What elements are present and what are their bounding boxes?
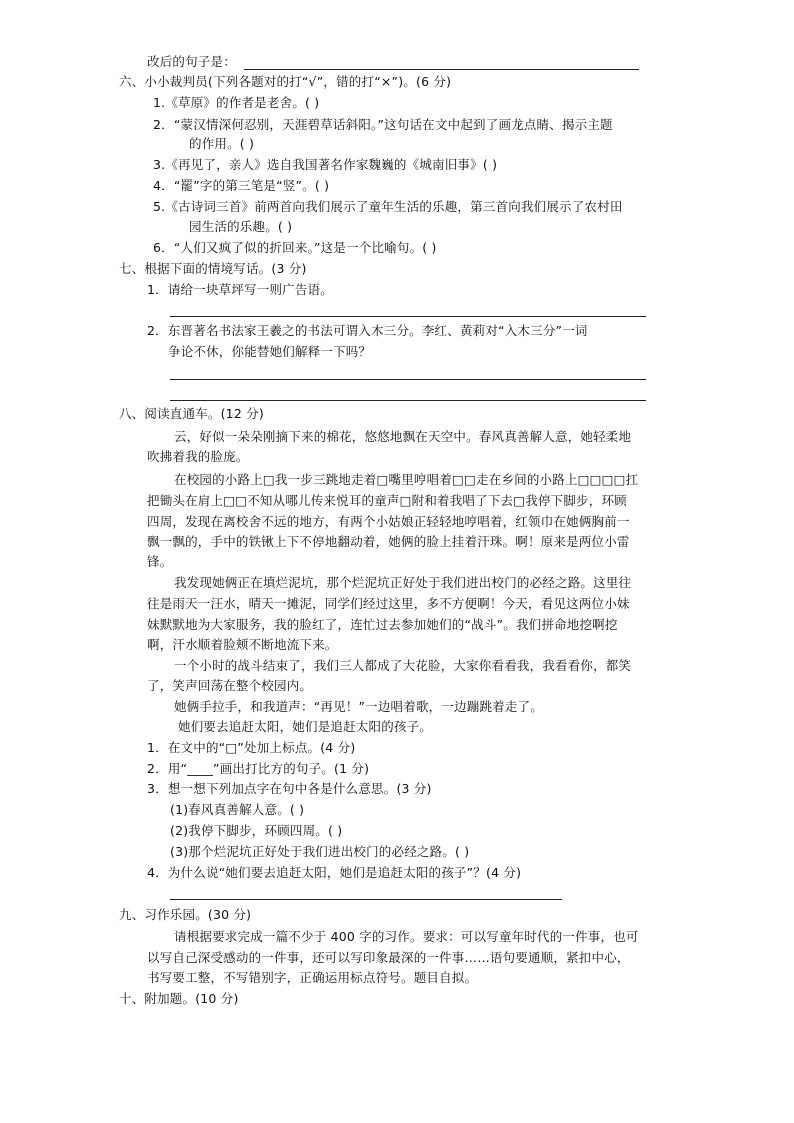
- reading-q3-3: (3)那个烂泥坑正好处于我们进出校门的必经之路。( ): [170, 844, 470, 859]
- essay-instruction-line: 书写要工整，不写错别字，正确运用标点符号。题目自拟。: [147, 970, 478, 985]
- reading-q3: 3．想一想下列加点字在句中各是什么意思。(3 分): [147, 781, 432, 796]
- section-9-heading: 九、习作乐园。(30 分): [119, 907, 252, 922]
- passage-line: 锋。: [147, 554, 173, 569]
- revised-sentence-label: 改后的句子是：: [147, 54, 236, 69]
- judge-item-2-cont: 的作用。( ): [189, 136, 255, 151]
- reading-q3-2: (2)我停下脚步，环顾四周。( ): [170, 823, 343, 838]
- answer-line: [244, 69, 639, 70]
- section-6-heading: 六、小小裁判员(下列各题对的打“√”，错的打“×”)。(6 分): [119, 74, 452, 89]
- passage-line: 了，笑声回荡在整个校园内。: [147, 678, 313, 693]
- passage-line: 我发现她俩正在填烂泥坑，那个烂泥坑正好处于我们进出校门的必经之路。这里往: [174, 575, 632, 590]
- judge-item-4: 4．“罷”字的第三笔是“竖”。( ): [153, 178, 330, 193]
- passage-line: 飘一飘的，手中的铁锹上下不停地翻动着，她俩的脸上挂着汗珠。啊！原来是两位小雷: [147, 534, 630, 549]
- passage-line: 吹拂着我的脸庞。: [147, 449, 249, 464]
- answer-line: [170, 316, 646, 317]
- situation-q2-cont: 争论不休，你能替她们解释一下吗？: [168, 344, 372, 359]
- passage-line: 往是雨天一汪水，晴天一摊泥，同学们经过这里，多不方便啊！今天，看见这两位小妹: [147, 596, 630, 611]
- passage-line: 四周，发现在离校舍不远的地方，有两个小姑娘正轻轻地哼唱着，红领巾在她俩胸前一: [147, 514, 630, 529]
- answer-line: [170, 400, 646, 401]
- judge-item-5-cont: 园生活的乐趣。( ): [189, 219, 293, 234]
- situation-q1: 1．请给一块草坪写一则广告语。: [147, 282, 333, 297]
- section-7-heading: 七、根据下面的情境写话。(3 分): [119, 261, 307, 276]
- passage-line: 她们要去追赶太阳，她们是追赶太阳的孩子。: [178, 719, 433, 734]
- section-10-heading: 十、附加题。(10 分): [119, 991, 239, 1006]
- situation-q2: 2．东晋著名书法家王羲之的书法可谓入木三分。李红、黄莉对“入木三分”一词: [147, 323, 588, 338]
- judge-item-5: 5.《古诗词三首》前两首向我们展示了童年生活的乐趣，第三首向我们展示了农村田: [153, 199, 623, 214]
- passage-line: 在校园的小路上□我一步三跳地走着□嘴里哼唱着□□走在乡间的小路上□□□□扛: [174, 472, 639, 487]
- reading-q1: 1．在文中的“□”处加上标点。(4 分): [147, 740, 356, 755]
- answer-line: [170, 899, 562, 900]
- answer-line: [170, 379, 646, 380]
- section-8-heading: 八、阅读直通车。(12 分): [119, 406, 264, 421]
- passage-line: 一个小时的战斗结束了，我们三人都成了大花脸，大家你看看我，我看看你，都笑: [174, 658, 632, 673]
- judge-item-1: 1.《草原》的作者是老舍。( ): [153, 95, 320, 110]
- passage-line: 把锄头在肩上□□不知从哪儿传来悦耳的童声□附和着我唱了下去□我停下脚步，环顾: [147, 493, 627, 508]
- essay-instruction-line: 请根据要求完成一篇不少于 400 字的习作。要求：可以写童年时代的一件事，也可: [174, 929, 639, 944]
- reading-q3-1: (1)春风真善解人意。( ): [170, 802, 305, 817]
- judge-item-2: 2．“蒙汉情深何忍别，天涯碧草话斜阳。”这句话在文中起到了画龙点睛、揭示主题: [153, 117, 613, 132]
- passage-line: 她俩手拉手，和我道声：“再见！”一边唱着歌，一边蹦跳着走了。: [174, 699, 543, 714]
- passage-line: 云，好似一朵朵刚摘下来的棉花，悠悠地飘在天空中。春风真善解人意，她轻柔地: [174, 429, 632, 444]
- essay-instruction-line: 以写自己深受感动的一件事，还可以写印象最深的一件事……语句要通顺，紧扣中心，: [147, 950, 630, 965]
- reading-q4: 4．为什么说“她们要去追赶太阳，她们是追赶太阳的孩子”？(4 分): [147, 865, 522, 880]
- passage-line: 啊，汗水顺着脸颊不断地流下来。: [147, 637, 338, 652]
- judge-item-6: 6．“人们又疯了似的折回来。”这是一个比喻句。( ): [153, 240, 437, 255]
- reading-q2: 2．用“____”画出打比方的句子。(1 分): [147, 761, 370, 776]
- judge-item-3: 3.《再见了，亲人》选自我国著名作家魏巍的《城南旧事》( ): [153, 157, 498, 172]
- passage-line: 妹默默地为大家服务，我的脸红了，连忙过去参加她们的“战斗”。我们拼命地挖啊挖: [147, 617, 618, 632]
